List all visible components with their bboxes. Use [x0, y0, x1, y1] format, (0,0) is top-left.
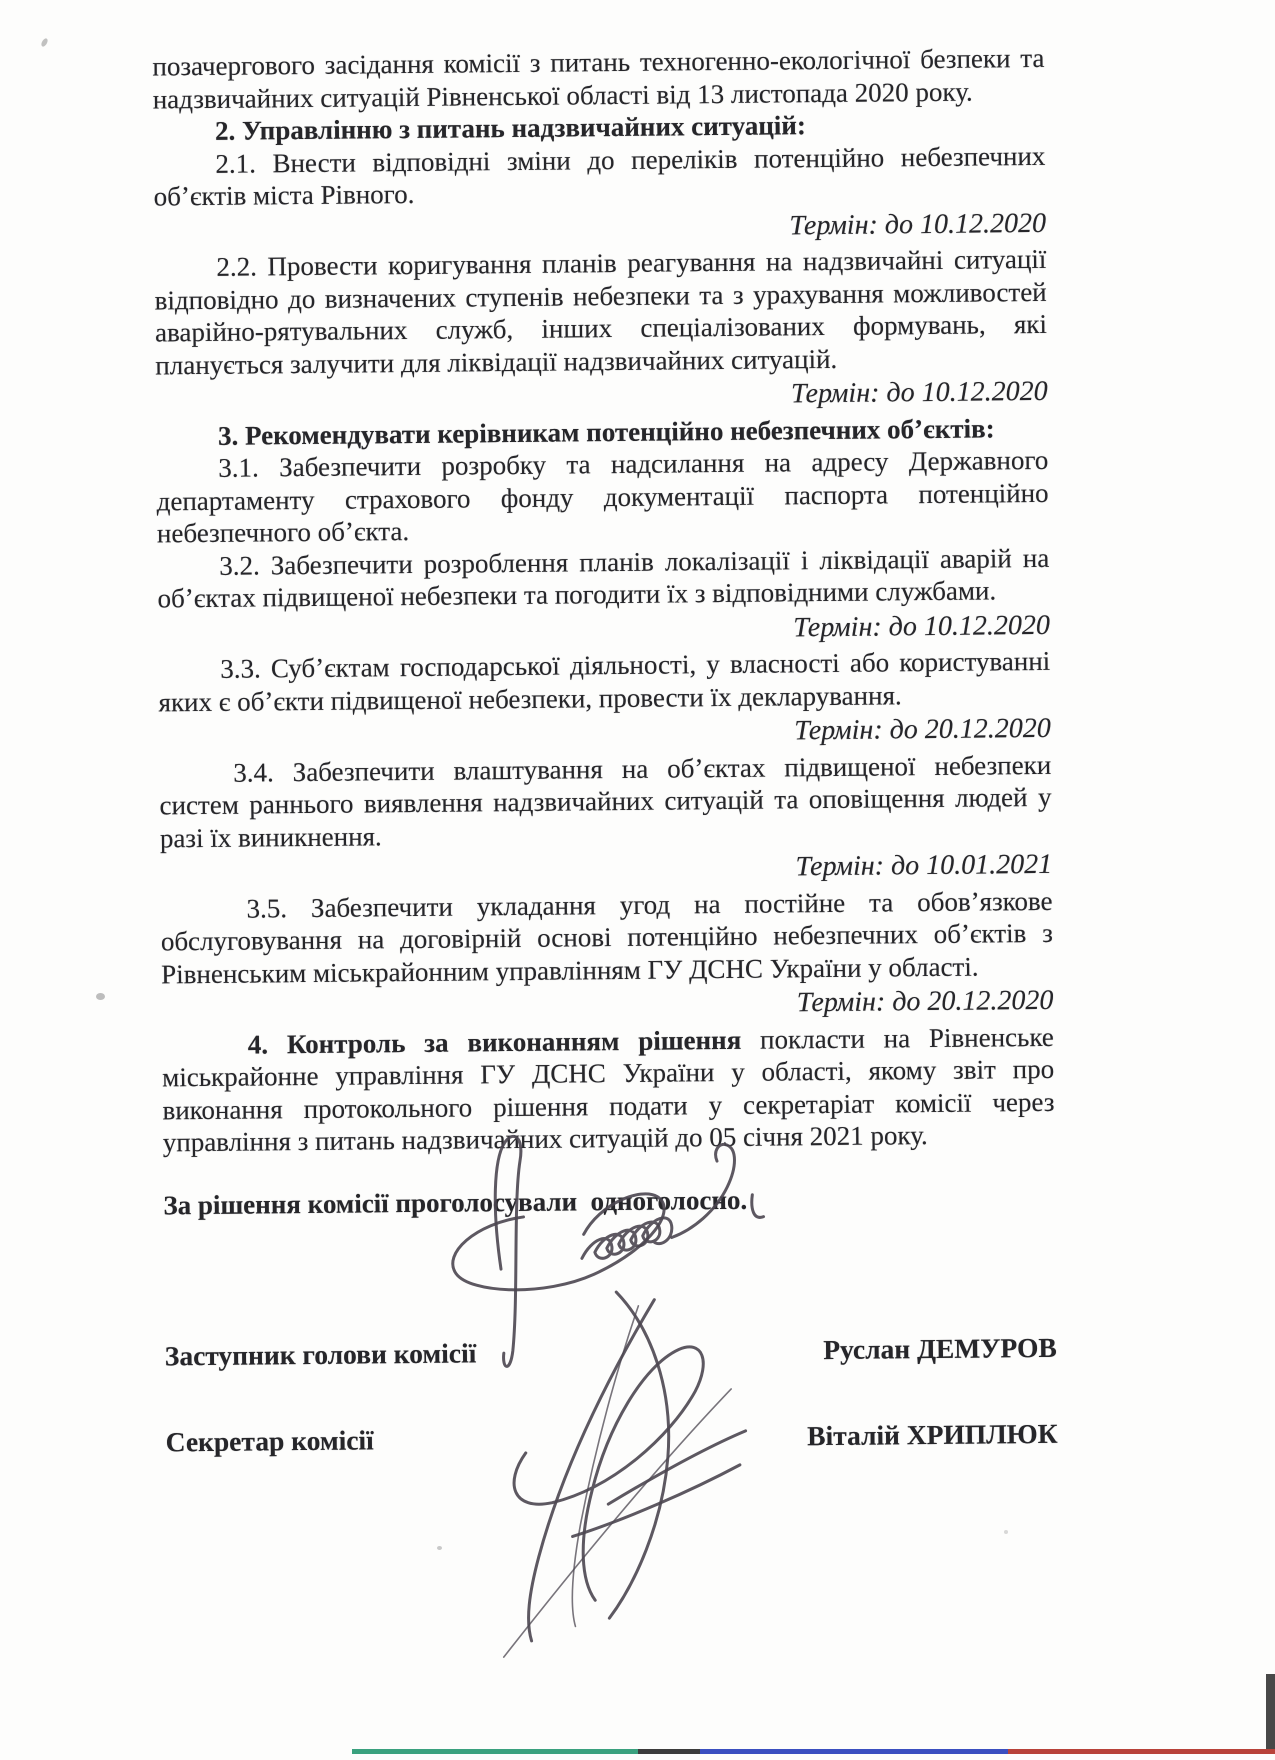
signature-role-secretary: Секретар комісії [165, 1424, 374, 1458]
paragraph-3-5: 3.5. Забезпечити укладання угод на постійне та обов’язкове обслуговування на договірній основі потенційно небезпечних об’єктів з Рівненським міськрайонним управлінням ГУ ДСНС України у області. [160, 885, 1053, 989]
paragraph-4-bold-lead: 4. Контроль за виконанням рішення [247, 1024, 742, 1060]
section-3-heading: 3. Рекомендувати керівникам потенційно небезпечних об’єктів: [217, 412, 995, 451]
paragraph-intro-continuation: позачергового засідання комісії з питань техногенно-екологічної безпеки та надзвичайних ситуацій Рівненської області від 13 листопада 2020 року. [152, 42, 1045, 114]
paragraph-2-1: 2.1. Внести відповідні зміни до переліків потенційно небезпечних об’єктів міста Рівного. [153, 140, 1046, 212]
scan-speck [96, 993, 105, 1000]
deadline-2-1: Термін: до 10.12.2020 [789, 207, 1047, 241]
paragraph-2-2: 2.2. Провести коригування планів реагування на надзвичайні ситуації відповідно до визначених ступенів небезпеки та з урахування можливостей аварійно-рятувальних служб, інших спеціалізованих формувань, які планується залучити для ліквідації надзвичайних ситуацій. [154, 243, 1048, 380]
signature-name-khrypliuk: Віталій ХРИПЛЮК [807, 1417, 1058, 1452]
paragraph-3-2: 3.2. Забезпечити розроблення планів локалізації і ліквідації аварій на об’єктах підвищеної небезпеки та погодити їх з відповідними службами. [157, 542, 1050, 614]
deadline-3-3: Термін: до 20.12.2020 [794, 712, 1052, 747]
scan-speck [437, 1546, 442, 1550]
signature-ink-secretary [500, 1291, 747, 1657]
signature-ink-deputy-head [452, 1134, 765, 1367]
deadline-3-2: Термін: до 10.12.2020 [793, 609, 1051, 643]
scan-speck [1004, 1530, 1008, 1534]
section-2-heading: 2. Управлінню з питань надзвичайних ситуацій: [214, 110, 807, 146]
paragraph-3-4: 3.4. Забезпечити влаштування на об’єктах підвищеної небезпеки систем раннього виявлення надзвичайних ситуацій та оповіщення людей у разі їх виникнення. [159, 749, 1052, 853]
scan-right-edge-artifact [1266, 1674, 1275, 1752]
scan-bottom-strip-dark [638, 1749, 700, 1754]
scan-bottom-strip-blue [700, 1749, 1008, 1754]
scan-bottom-strip-green [352, 1749, 638, 1754]
deadline-2-2: Термін: до 10.12.2020 [790, 375, 1048, 410]
paragraph-4-rest: покласти на Рівненське міськрайонне управління ГУ ДСНС України у області, якому звіт про виконання протокольного рішення подати у секретаріат комісії через управління з питань надзвичайних ситуацій до 05 січня 2021 року. [162, 1021, 1055, 1158]
vote-result-line: За рішення комісії проголосували одноголосно. [163, 1184, 748, 1220]
deadline-3-5: Термін: до 20.12.2020 [796, 984, 1054, 1019]
signature-role-deputy-head: Заступник голови комісії [164, 1337, 477, 1372]
scan-bottom-strip-red [1008, 1749, 1275, 1754]
signature-name-demurov: Руслан ДЕМУРОВ [823, 1331, 1057, 1366]
paragraph-3-1: 3.1. Забезпечити розробку та надсилання на адресу Державного департаменту страхового фонду документації паспорта потенційно небезпечного об’єкта. [156, 444, 1049, 549]
paragraph-3-3: 3.3. Суб’єктам господарської діяльності, у власності або користуванні яких є об’єкти підвищеної небезпеки, провести їх декларування. [158, 645, 1051, 717]
deadline-3-4: Термін: до 10.01.2021 [795, 848, 1053, 883]
